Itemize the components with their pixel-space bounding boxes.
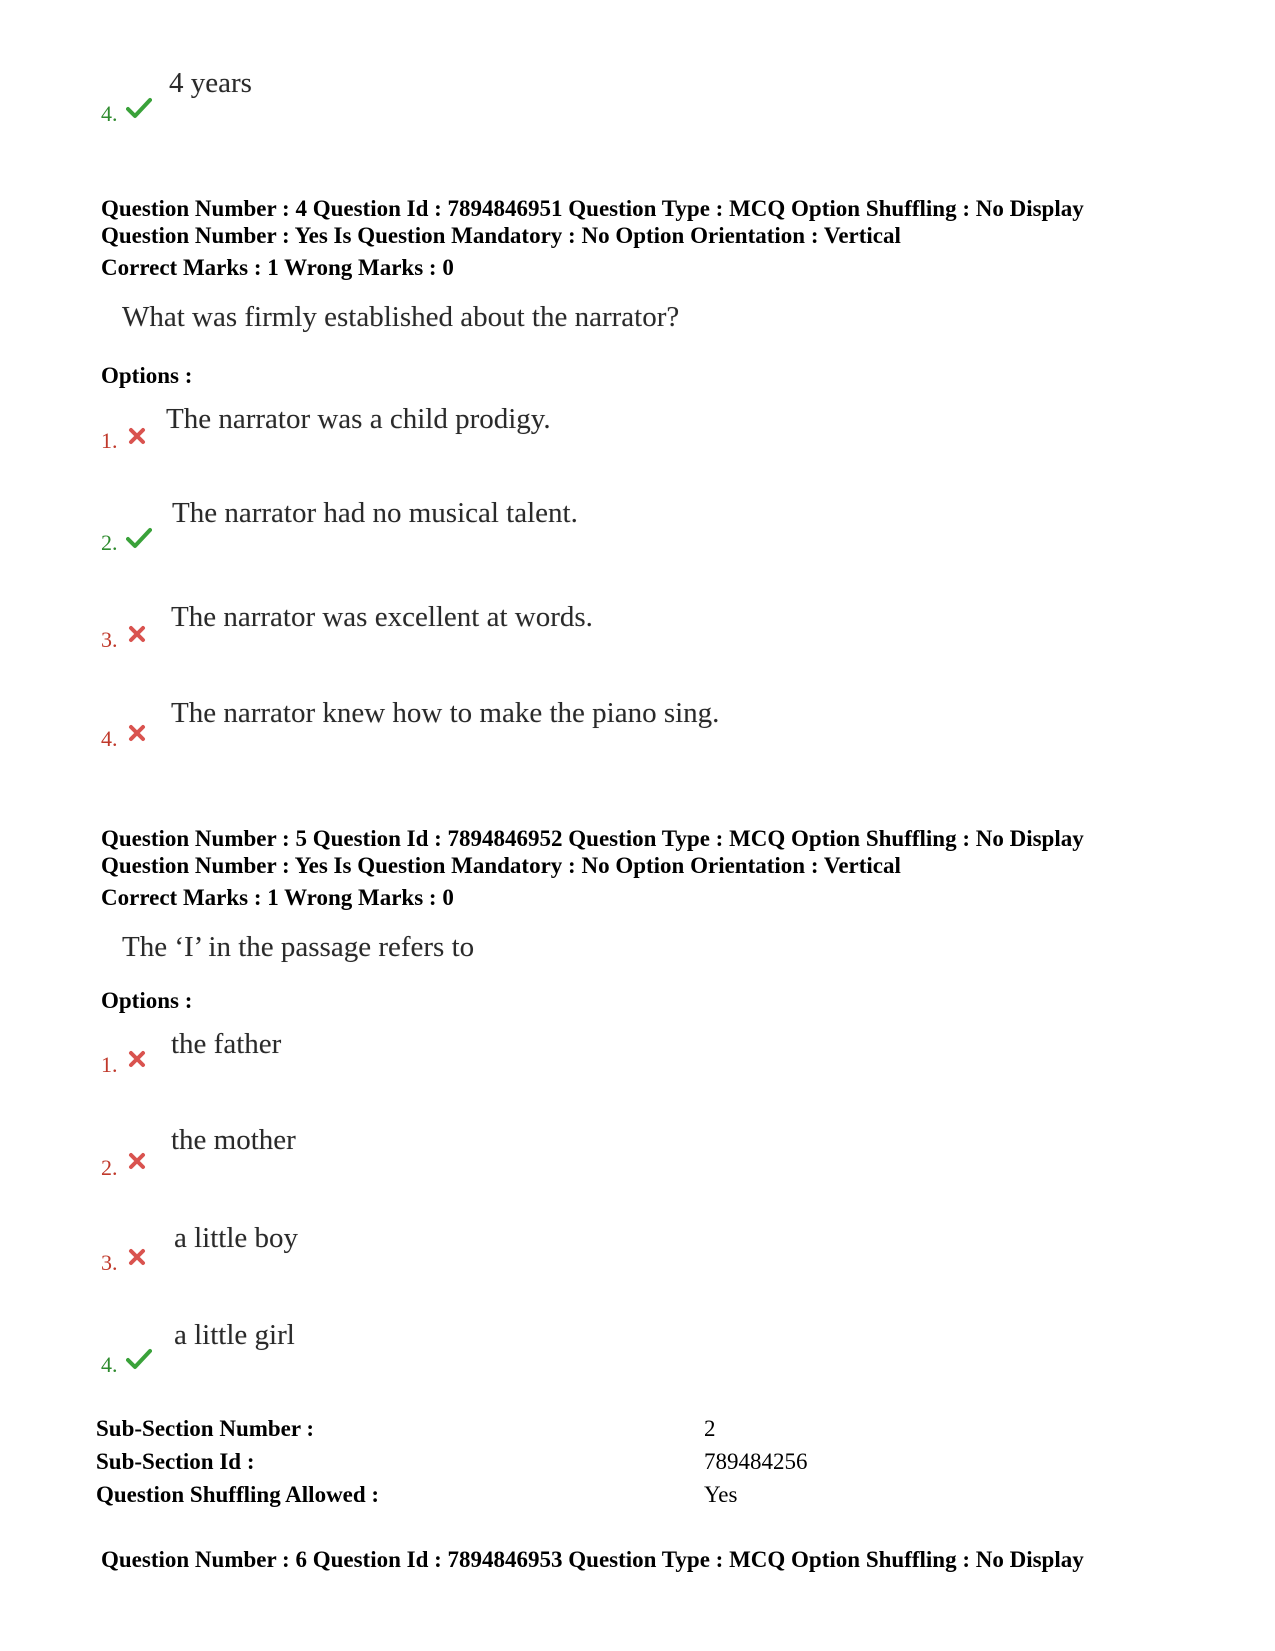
option-number: 4.	[101, 726, 118, 751]
question-meta	[101, 195, 1084, 281]
question-meta-line: Question Number : 6 Question Id : 7894846953 Question Type : MCQ Option Shuffling : No Display	[101, 1547, 1084, 1572]
option-number: 3.	[101, 1250, 118, 1275]
option-text: a little boy	[174, 1222, 299, 1254]
option-number: 2.	[101, 1155, 118, 1180]
option-number: 4.	[101, 1352, 118, 1377]
correct-check-icon	[126, 97, 152, 119]
question-text: What was firmly established about the narrator?	[122, 301, 680, 333]
option-number: 3.	[101, 627, 118, 652]
option-text: The narrator knew how to make the piano sing.	[171, 697, 720, 729]
option-number: 4.	[101, 101, 118, 126]
option-text: the mother	[171, 1124, 296, 1156]
options-label: Options :	[101, 988, 193, 1013]
option-number: 1.	[101, 428, 118, 453]
question-meta-line: Question Number : Yes Is Question Mandatory : No Option Orientation : Vertical	[101, 223, 901, 248]
option-text: The narrator was excellent at words.	[171, 601, 593, 633]
wrong-cross-icon	[124, 1048, 150, 1070]
subsection-id-value: 789484256	[704, 1449, 808, 1474]
option-number: 1.	[101, 1052, 118, 1077]
subsection-number-label: Sub-Section Number :	[96, 1416, 315, 1441]
question-shuffling-value: Yes	[704, 1482, 738, 1507]
question-meta-line: Question Number : 4 Question Id : 7894846951 Question Type : MCQ Option Shuffling : No Display	[101, 196, 1084, 221]
wrong-cross-icon	[124, 1150, 150, 1172]
option-text: a little girl	[174, 1319, 295, 1351]
question-meta-line: Question Number : Yes Is Question Mandatory : No Option Orientation : Vertical	[101, 853, 901, 878]
wrong-cross-icon	[124, 425, 150, 447]
question-shuffling-label: Question Shuffling Allowed :	[96, 1482, 380, 1507]
question-meta-line: Correct Marks : 1 Wrong Marks : 0	[101, 255, 454, 280]
question-meta-line: Correct Marks : 1 Wrong Marks : 0	[101, 885, 454, 910]
option-text: The narrator was a child prodigy.	[166, 403, 551, 435]
question-meta-line: Question Number : 5 Question Id : 7894846952 Question Type : MCQ Option Shuffling : No Display	[101, 826, 1084, 851]
correct-check-icon	[126, 527, 152, 549]
wrong-cross-icon	[124, 623, 150, 645]
wrong-cross-icon	[124, 1246, 150, 1268]
question-meta	[101, 1546, 1084, 1573]
subsection-number-value: 2	[704, 1416, 716, 1441]
option-text: 4 years	[169, 67, 252, 99]
wrong-cross-icon	[124, 722, 150, 744]
subsection-id-label: Sub-Section Id :	[96, 1449, 255, 1474]
question-meta	[101, 825, 1084, 911]
options-label: Options :	[101, 363, 193, 388]
question-text: The ‘I’ in the passage refers to	[122, 931, 475, 963]
option-text: the father	[171, 1028, 282, 1060]
correct-check-icon	[126, 1348, 152, 1370]
option-number: 2.	[101, 530, 118, 555]
option-text: The narrator had no musical talent.	[172, 497, 578, 529]
